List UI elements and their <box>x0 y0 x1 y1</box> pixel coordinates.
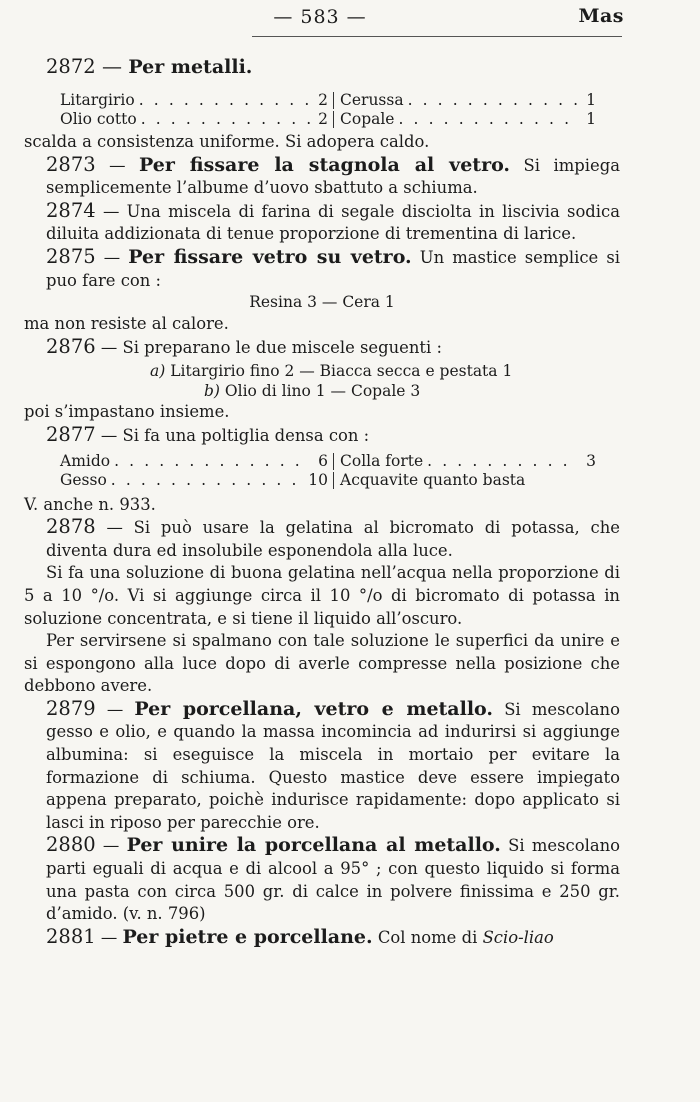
entry-title: Per unire la porcellana al metallo. <box>126 834 501 857</box>
entry-text: Si mescolano parti eguali di acqua e di alcool a 95° ; con questo liquido si forma una pasta con circa 500 gr. di calce in polvere finissima e 250 gr. d’amido. (v. n. 796) <box>46 836 621 924</box>
ingredients-table-2877 <box>60 452 620 490</box>
ingredient-left <box>60 91 328 110</box>
entry-text: Col nome di <box>377 927 478 947</box>
entry-2872-heading <box>24 52 620 81</box>
column-divider <box>333 92 335 109</box>
ingredient-label: Colla forte <box>340 451 424 470</box>
ingredient-value: 2 <box>318 91 328 109</box>
ingredient-label: Cerussa <box>340 91 404 109</box>
ingredient-right <box>340 452 596 471</box>
entry-title: Per fissare vetro su vetro. <box>128 245 412 268</box>
ingredient-label: Copale <box>340 110 395 128</box>
entry-text: Si mescolano gesso e olio, e quando la massa incomincia ad indurirsi si aggiunge albumina: si eseguisce la miscela in mortaio per evitare la formazione di schiuma. Questo mastice deve essere impiegato appena preparato, poichè indurisce rapidamente: dopo applicato si lasci in riposo per parecchie ore. <box>46 699 620 832</box>
entry-text: — Una miscela di farina di segale disciolta in liscivia sodica diluita addizionata di tenue proporzione di trementina di larice. <box>46 201 620 244</box>
entry-2875 <box>24 246 620 292</box>
column-divider <box>333 111 335 128</box>
entry-2878-paragraph-2: Si fa una soluzione di buona gelatina nell’acqua nella proporzione di 5 a 10 °/o. Vi si aggiunge circa il 10 °/o di bicromato di potassa in soluzione concentrata, e si tiene il liquido all’oscuro. <box>24 563 620 628</box>
entry-2881 <box>24 926 620 950</box>
ingredient-value: 10 <box>308 470 328 489</box>
page-number: — 583 — <box>273 6 367 28</box>
ingredient-label: Litargirio <box>60 91 135 109</box>
formula-2876-a <box>24 361 620 381</box>
entry-dash: — <box>106 699 124 719</box>
ingredient-left <box>60 452 328 471</box>
formula-2875: Resina 3 — Cera 1 <box>249 293 395 312</box>
entry-2877 <box>24 424 620 448</box>
formula-2876-b <box>24 381 620 401</box>
entry-2876 <box>24 336 620 360</box>
ingredient-value: 2 <box>318 110 328 128</box>
entry-number: 2875 <box>46 244 96 268</box>
header-rule <box>252 36 622 37</box>
entry-2880 <box>24 834 620 925</box>
ingredient-left <box>60 471 328 490</box>
ingredient-label: Olio cotto <box>60 110 137 128</box>
entry-text: Un mastice semplice si puo fare con : <box>46 247 620 290</box>
running-head: Mas <box>578 5 624 27</box>
ingredient-value: 1 <box>586 110 596 128</box>
entry-title: Per pietre e porcellane. <box>122 925 373 948</box>
entry-text: Si impiega semplicemente l’albume d’uovo sbattuto a schiuma. <box>46 155 620 198</box>
entry-number: 2876 <box>46 334 96 358</box>
entry-number: 2872 <box>46 55 96 78</box>
entry-number: 2874 <box>46 198 96 222</box>
entry-dash: — <box>109 155 126 175</box>
entry-2877-after: V. anche n. 933. <box>24 494 156 514</box>
entry-title: Per porcellana, vetro e metallo. <box>134 697 494 720</box>
formula-letter: a) <box>150 362 166 381</box>
entry-dash: — <box>100 927 118 947</box>
ingredient-right <box>340 91 596 110</box>
entry-title: Per fissare la stagnola al vetro. <box>139 153 511 176</box>
entry-text: — Si fa una poltiglia densa con : <box>100 425 370 445</box>
entry-number: 2878 <box>46 515 96 539</box>
formula-text: Litargirio fino 2 — Biacca secca e pestata 1 <box>170 362 513 381</box>
entry-dash: — <box>102 836 120 856</box>
entry-2876-after: poi s’impastano insieme. <box>24 402 230 422</box>
ingredient-right <box>340 471 596 490</box>
entry-italic-term: Scio-liao <box>482 927 554 947</box>
entry-title: Per metalli. <box>128 56 253 78</box>
entry-dash: — <box>102 54 122 78</box>
entry-number: 2873 <box>46 152 96 176</box>
ingredient-value: 3 <box>586 451 596 470</box>
formula-letter: b) <box>204 382 220 401</box>
formula-text: Olio di lino 1 — Copale 3 <box>224 382 421 401</box>
entry-text: — Si può usare la gelatina al bicromato di potassa, che diventa dura ed insolubile esponendola alla luce. <box>46 518 620 560</box>
entry-number: 2881 <box>46 924 96 948</box>
ingredient-value: 1 <box>586 91 596 109</box>
column-divider <box>333 453 335 470</box>
entry-dash: — <box>103 247 121 267</box>
entry-2874 <box>24 200 620 246</box>
ingredient-value: 6 <box>318 451 328 470</box>
entry-number: 2877 <box>46 422 96 446</box>
page-body <box>24 52 620 949</box>
entry-number: 2879 <box>46 696 96 720</box>
ingredient-label: Amido <box>60 451 111 470</box>
entry-2879 <box>24 698 620 835</box>
entry-2875-after: ma non resiste al calore. <box>24 314 229 334</box>
entry-text: — Si preparano le due miscele seguenti : <box>100 337 442 357</box>
column-divider <box>333 472 335 489</box>
entry-2873 <box>24 154 620 200</box>
ingredient-left <box>60 110 328 129</box>
entry-number: 2880 <box>46 833 96 857</box>
ingredient-label: Acquavite quanto basta <box>340 470 526 489</box>
page-header <box>0 0 700 40</box>
ingredient-right <box>340 110 596 129</box>
ingredients-table-2872 <box>60 91 620 129</box>
entry-2878-paragraph-3: Per servirsene si spalmano con tale soluzione le superfici da unire e si espongono alla luce dopo di averle compresse nella posizione che debbono avere. <box>24 631 620 696</box>
entry-2878 <box>24 516 620 562</box>
ingredient-label: Gesso <box>60 470 107 489</box>
entry-2872-after: scalda a consistenza uniforme. Si adopera caldo. <box>24 132 430 151</box>
